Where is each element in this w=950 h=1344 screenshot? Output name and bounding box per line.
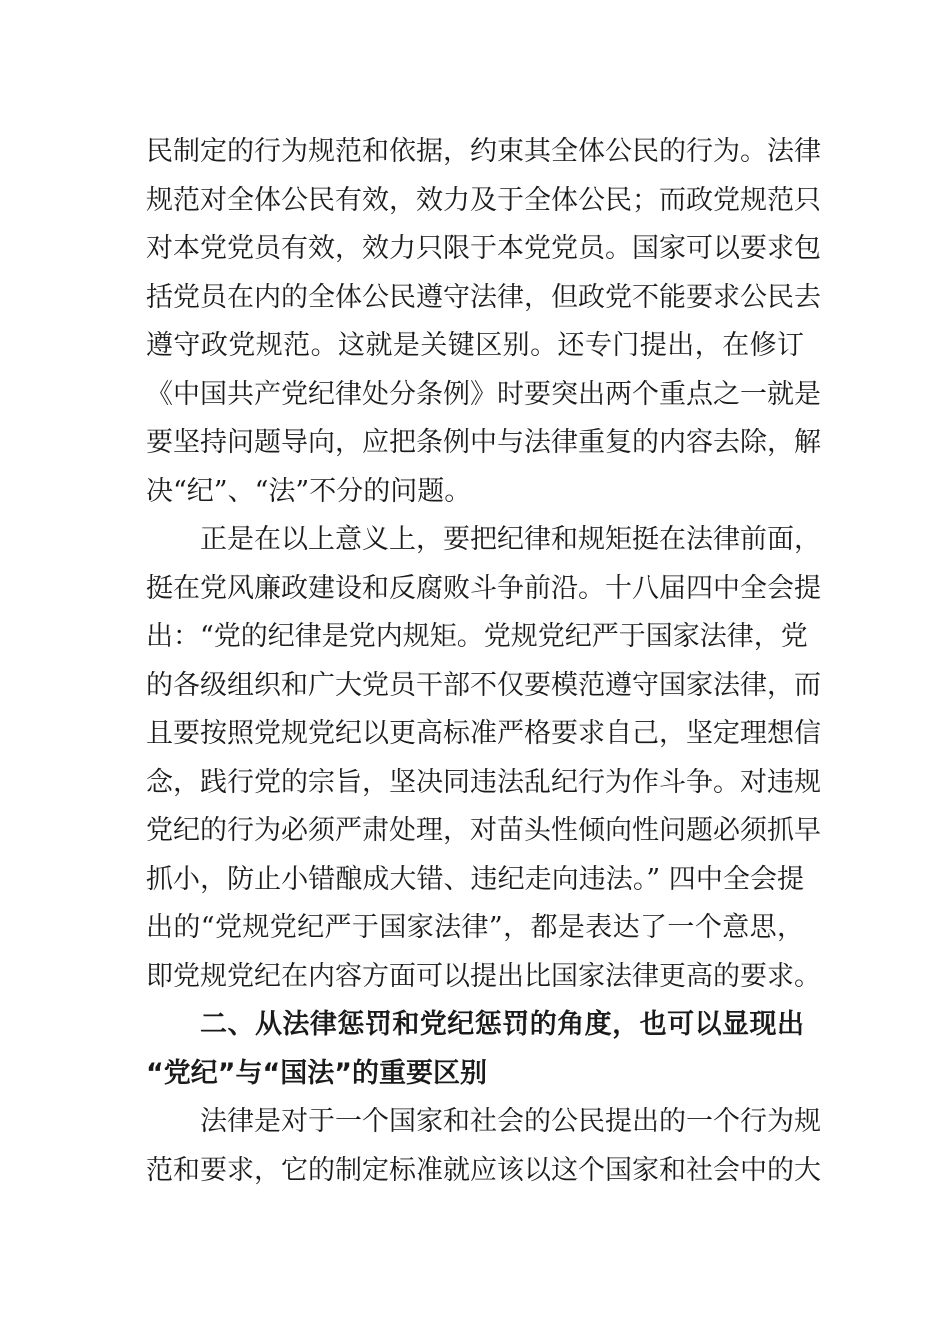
document-body [146,128,821,1195]
text-line: 范和要求，它的制定标准就应该以这个国家和社会中的大 [146,1154,821,1186]
text-line: 括党员在内的全体公民遵守法律，但政党不能要求公民去 [146,281,821,313]
text-line: 规范对全体公民有效，效力及于全体公民；而政党规范只 [146,184,821,216]
heading-line: “党纪”与“国法”的重要区别 [146,1057,487,1089]
heading-line: 二、从法律惩罚和党纪惩罚的角度，也可以显现出 [200,1009,804,1040]
text-line: 民制定的行为规范和依据，约束其全体公民的行为。法律 [146,136,821,167]
text-line: 即党规党纪在内容方面可以提出比国家法律更高的要求。 [146,960,821,992]
text-line: 出：“党的纪律是党内规矩。党规党纪严于国家法律，党 [146,621,808,652]
text-line: 挺在党风廉政建设和反腐败斗争前沿。十八届四中全会提 [146,572,821,604]
text-line: 决“纪”、“法”不分的问题。 [146,475,472,507]
text-line: 党纪的行为必须严肃处理，对苗头性倾向性问题必须抓早 [146,815,821,846]
paragraph-3 [146,1098,821,1195]
text-line: 的各级组织和广大党员干部不仅要模范遵守国家法律，而 [146,669,821,701]
text-line: 念，践行党的宗旨，坚决同违法乱纪行为作斗争。对违规 [146,766,821,798]
text-line: 要坚持问题导向，应把条例中与法律重复的内容去除，解 [146,427,821,458]
text-line: 对本党党员有效，效力只限于本党党员。国家可以要求包 [146,233,821,264]
paragraph-1 [146,128,821,516]
text-line: 正是在以上意义上，要把纪律和规矩挺在法律前面， [200,524,821,555]
section-heading [146,1001,804,1098]
text-line: 抓小，防止小错酿成大错、违纪走向违法。” 四中全会提 [146,863,804,895]
text-line: 且要按照党规党纪以更高标准严格要求自己，坚定理想信 [146,718,821,749]
text-line: 遵守政党规范。这就是关键区别。还专门提出，在修订 [146,330,804,361]
text-line: 出的“党规党纪严于国家法律”，都是表达了一个意思， [146,912,804,943]
text-line: 《中国共产党纪律处分条例》时要突出两个重点之一就是 [146,378,821,410]
text-line: 法律是对于一个国家和社会的公民提出的一个行为规 [200,1106,821,1137]
paragraph-2 [146,516,821,1001]
